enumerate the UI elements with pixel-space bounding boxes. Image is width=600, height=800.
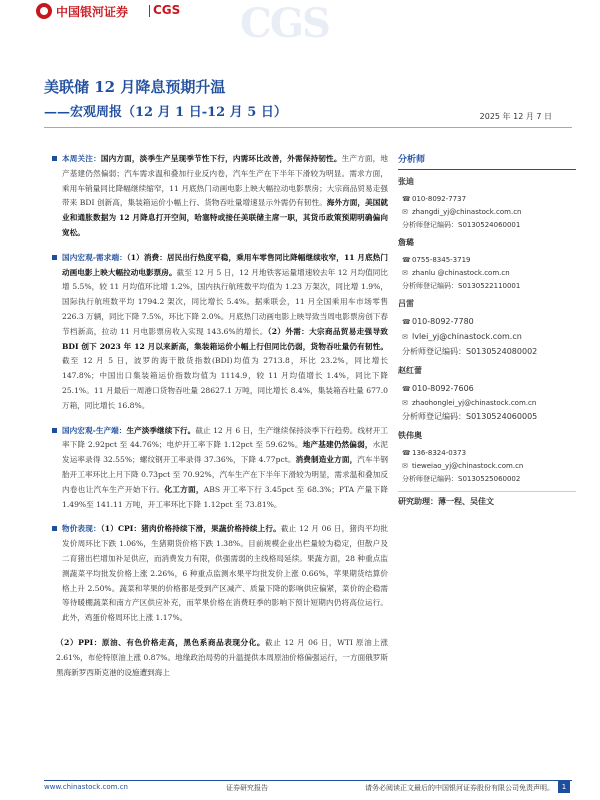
brand-logo-icon [36,3,52,19]
analyst-card [398,298,576,359]
section-heading: 国内宏观-生产端： [62,425,127,435]
phone-icon: ☎ [402,448,411,457]
section-text: 生产方面，地产基建仍然偏弱；汽车需求温和叠加行业反内卷，汽车生产在下半年下滑较为明显。需求方面，乘用车销量同比降幅继续缩窄，11 月底热门动画电影上映大幅拉动电影票房；大宗商品贸易走强带来 BDI 创新高，集装箱运价小幅上行、货物吞吐量增速显示外需仍有韧性。 [62,154,389,208]
section-lead: 国内方面，淡季生产呈现季节性下行，内需环比改善，外需保持韧性。 [100,154,342,163]
analyst-phone-row [402,381,576,396]
analyst-card [398,237,576,292]
analyst-email[interactable]: tieweiao_yj@chinastock.com.cn [412,461,524,470]
analyst-card [398,176,576,231]
bullet-icon [52,526,57,531]
analyst-phone: 010-8092-7780 [412,317,474,326]
analyst-reg: 分析师登记编码：S0130524060001 [402,220,521,229]
report-body [48,152,388,690]
section-text: ABS 开工率下行 3.45pct 至 68.3%；PTA 产量下降 1.49%至 141.11 万吨，开工率环比下降 1.12pct 至 73.81%。 [62,484,388,509]
section-ppi [48,636,388,680]
section-lead: （2）PPI：原油、有色价格走高，黑色系商品表现分化。 [56,637,266,647]
analyst-email[interactable]: lvlei_yj@chinastock.com.cn [412,332,522,341]
section-demand [48,251,388,414]
analyst-email[interactable]: zhangdi_yj@chinastock.com.cn [412,207,522,216]
section-prices [48,522,388,626]
email-icon: ✉ [402,207,408,216]
section-heading: 国内宏观-需求端： [62,252,127,262]
brand-divider [149,5,150,17]
section-lead: （1）CPI：猪肉价格持续下滑，果蔬价格持续上行。 [100,524,281,534]
analyst-phone: 010-8092-7737 [412,194,467,203]
analyst-reg: 分析师登记编码：S0130524060005 [402,412,538,421]
footer-disclaimer: 请务必阅读正文最后的中国银河证券股份有限公司免责声明。 [365,784,554,792]
report-date: 2025 年 12 月 7 日 [479,112,552,121]
analyst-reg: 分析师登记编码：S0130524080002 [402,347,538,356]
section-sub-lead: （2）外需：大宗商品贸易走强导致 BDI 创下 2023 年 12 月以来新高，集装箱运价小幅上行但同比仍弱，货物吞吐量仍有韧性。 [62,326,388,351]
analyst-email-row [402,459,576,472]
footer-website[interactable]: www.chinastock.com.cn [44,783,128,791]
page-number: 1 [558,781,570,793]
header-watermark: CGS [240,0,329,47]
analyst-phone-row [402,314,576,329]
title-divider [44,127,572,128]
footer-report-type: 证券研究报告 [226,784,268,792]
analyst-name: 赵红蕾 [398,366,422,375]
analyst-email-row [402,396,576,409]
analyst-name: 张迪 [398,177,414,186]
analyst-name: 詹璐 [398,238,414,247]
analyst-name: 吕雷 [398,299,414,308]
footer-divider [44,780,572,781]
bullet-icon [52,428,57,433]
analyst-email-row [402,329,576,344]
section-text: 截止 12 月 6 日，生产继续保持淡季下行趋势。线材开工率下降 2.92pct 至 44.76%；电炉开工率下降 1.12pct 至 59.62%。 [62,425,388,450]
analyst-email[interactable]: zhanlu @chinastock.com.cn [412,268,510,277]
analyst-sidebar [398,152,576,507]
section-heading: 本周关注： [62,154,101,163]
phone-icon: ☎ [402,255,411,264]
section-text: 汽车半钢胎开工率环比上月下降 0.73pct 至 70.92%，汽车生产在下半年下滑较为明显，需求温和叠加反内卷也让汽车生产开始下行。 [62,455,389,494]
analyst-email[interactable]: zhaohonglei_yj@chinastock.com.cn [412,398,537,407]
analyst-phone: 010-8092-7606 [412,384,474,393]
bullet-icon [52,255,57,260]
phone-icon: ☎ [402,384,411,393]
section-heading: 物价表现： [62,524,101,534]
section-text: 截至 12 月 5 日，波罗的海干散货指数(BDI)均值为 2713.8，环比 23.2%，同比增长 147.8%；中国出口集装箱运价指数均值为 1114.9，较 11 月均值增长 1.4%，同比下降 25.1%。11 月最后一周港口货物吞吐量 28627.1 万吨，同比增长 8.4%，集装箱吞吐量 677.0 万箱，同比增长 16.8%。 [62,356,388,410]
sidebar-title: 分析师 [398,152,576,170]
bullet-icon [52,156,57,161]
brand-name-en: CGS [153,3,181,17]
analyst-card [398,430,576,485]
phone-icon: ☎ [402,317,411,326]
email-icon: ✉ [402,268,408,277]
section-lead: （1）消费：居民出行热度平稳，乘用车零售同比降幅继续收窄，11 月底热门动画电影上映大幅拉动电影票房。 [62,252,388,277]
analyst-phone-row [402,446,576,459]
email-icon: ✉ [402,332,408,341]
analyst-name: 铁伟奥 [398,431,422,440]
analyst-email-row [402,266,576,279]
section-text: 截止 12 月 06 日，WTI 原油上涨 2.61%，布伦特原油上涨 0.87%。地缘政治局势的升温提供本周原油价格偏强运行，一方面俄罗斯黑海新罗西斯克港的设施遭到海上 [56,637,388,677]
section-focus [48,152,388,241]
section-lead: 生产淡季继续下行。 [126,425,196,435]
analyst-reg: 分析师登记编码：S0130522110001 [402,281,521,290]
phone-icon: ☎ [402,194,411,203]
section-supply [48,424,388,513]
analyst-phone-row [402,192,576,205]
section-emphasis: 地产基建仍然偏弱， [302,440,373,450]
analyst-reg: 分析师登记编码：S0130525060002 [402,474,521,483]
report-title: 美联储 12 月降息预期升温 [44,78,226,96]
analyst-phone: 136-8324-0373 [412,448,467,457]
section-text: 截止 12 月 06 日，猪肉平均批发价周环比下跌 1.06%，生猪期货价格下跌 1.38%。目前规模企业出栏量较为稳定，但散户及二育猪出栏增加补足供应，而消费发力有限，供强需弱的主线格局延续。果蔬方面，28 种重点监测蔬菜平均批发价格上涨 2.26%，6 种重点监测水果平均批发价上涨 0.66%，苹果期货结算价格上升 2.50%。蔬菜和苹果的价格都是受到产区减产、质量下降的影响供应偏紧，菜价的企稳需等待暖棚蔬菜和南方产区供应补充，而苹果价格在消费旺季的影响下预计短期内仍将高位运行。此外，鸡蛋价格周环比上涨 1.17%。 [62,524,389,623]
report-subtitle: ——宏观周报（12 月 1 日-12 月 5 日） [44,105,287,120]
analyst-phone: 0755-8345-3719 [412,255,471,264]
analyst-card [398,365,576,424]
analyst-email-row [402,205,576,218]
research-assistant: 研究助理：薄一程、吴佳文 [398,491,576,507]
analyst-phone-row [402,253,576,266]
section-emphasis: 化工方面， [164,484,204,494]
section-tail: 海外方面，美国就业和通胀数据为 12 月降息打开空间，哈塞特或接任美联储主席一职，其货币政策预期明确偏向宽松。 [62,198,389,237]
section-text: 截至 12 月 5 日，12 月地铁客运量增速较去年 12 月均值同比增 5.5%，较 11 月均值环比增 1.2%，国内执行航班数平均值为 1.23 万架次，同比增 1.9%，国际执行航班数平均 1794.2 架次，同比增长 5.4%。据乘联会，11 月全国乘用车市场零售 226.3 万辆，同比下降 7.5%，环比下降 2.0%。月底热门动画电影上映导致当周电影票房创下春节档新高，拉动 11 月电影票房收入实现 143.6%的增长。 [62,267,389,336]
email-icon: ✉ [402,461,408,470]
section-emphasis: 消费制造业方面， [295,455,358,465]
section-text: 水泥发运率录得 32.55%；螺纹钢开工率录得 37.36%，下降 4.77pct。 [62,440,389,465]
brand-name: 中国银河证券 [56,5,129,19]
email-icon: ✉ [402,398,408,407]
